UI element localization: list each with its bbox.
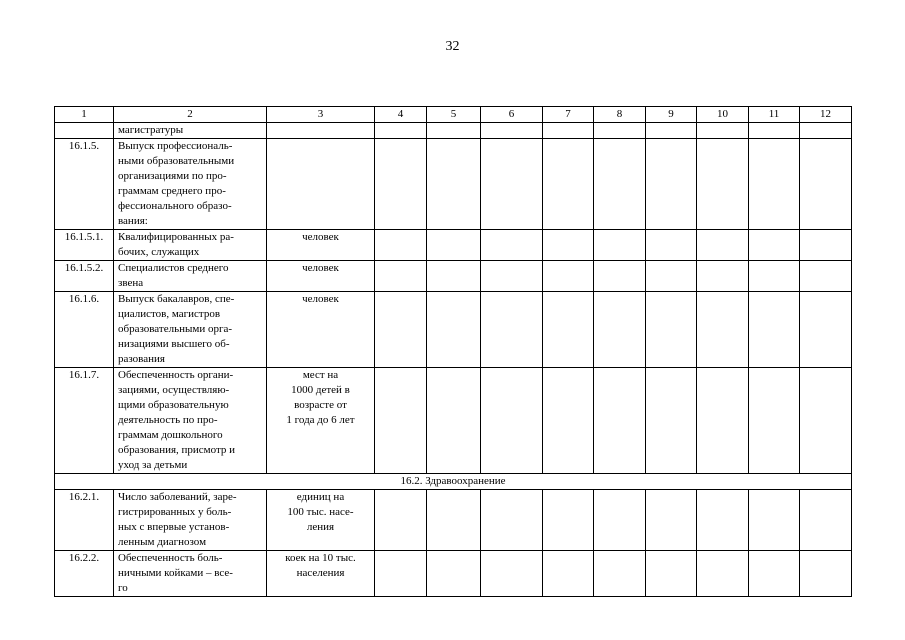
unit: человек <box>267 230 375 261</box>
unit: единиц на 100 тыс. насе- ления <box>267 490 375 551</box>
value-cell <box>543 292 594 368</box>
header-cell: 8 <box>594 107 646 123</box>
value-cell <box>749 490 800 551</box>
row-number: 16.2.1. <box>55 490 114 551</box>
indicators-table <box>54 106 852 597</box>
header-cell: 10 <box>697 107 749 123</box>
header-cell: 11 <box>749 107 800 123</box>
value-cell <box>375 292 427 368</box>
value-cell <box>375 368 427 474</box>
value-cell <box>481 261 543 292</box>
header-cell: 1 <box>55 107 114 123</box>
value-cell <box>594 261 646 292</box>
table-row <box>55 368 852 474</box>
value-cell <box>697 139 749 230</box>
value-cell <box>749 261 800 292</box>
value-cell <box>543 230 594 261</box>
value-cell <box>646 551 697 597</box>
indicator-name: Специалистов среднего звена <box>114 261 267 292</box>
value-cell <box>543 139 594 230</box>
value-cell <box>749 368 800 474</box>
value-cell <box>427 368 481 474</box>
value-cell <box>800 551 852 597</box>
unit: коек на 10 тыс. населения <box>267 551 375 597</box>
value-cell <box>646 292 697 368</box>
value-cell <box>427 551 481 597</box>
value-cell <box>800 368 852 474</box>
unit: человек <box>267 292 375 368</box>
row-number: 16.1.5. <box>55 139 114 230</box>
value-cell <box>800 292 852 368</box>
value-cell <box>543 490 594 551</box>
unit: человек <box>267 261 375 292</box>
table-row <box>55 230 852 261</box>
value-cell <box>646 490 697 551</box>
value-cell <box>427 139 481 230</box>
value-cell <box>481 292 543 368</box>
value-cell <box>594 230 646 261</box>
value-cell <box>749 139 800 230</box>
header-cell: 4 <box>375 107 427 123</box>
value-cell <box>481 230 543 261</box>
value-cell <box>800 139 852 230</box>
value-cell <box>481 368 543 474</box>
indicator-name: Число заболеваний, заре- гистрированных у боль- ных с впервые установ- ленным диагнозом <box>114 490 267 551</box>
value-cell <box>646 230 697 261</box>
header-cell: 9 <box>646 107 697 123</box>
indicator-name: Квалифицированных ра- бочих, служащих <box>114 230 267 261</box>
row-number: 16.1.7. <box>55 368 114 474</box>
value-cell <box>375 139 427 230</box>
table-row <box>55 139 852 230</box>
row-number: 16.1.6. <box>55 292 114 368</box>
section-title: 16.2. Здравоохранение <box>55 474 852 490</box>
row-number: 16.1.5.1. <box>55 230 114 261</box>
header-cell: 3 <box>267 107 375 123</box>
unit: мест на 1000 детей в возрасте от 1 года до 6 лет <box>267 368 375 474</box>
value-cell <box>800 490 852 551</box>
section-row <box>55 474 852 490</box>
value-cell <box>697 230 749 261</box>
value-cell <box>481 490 543 551</box>
value-cell <box>375 490 427 551</box>
indicator-name: Обеспеченность боль- ничными койками – все- го <box>114 551 267 597</box>
indicator-name: Выпуск бакалавров, спе- циалистов, магистров образовательными орга- низациями высшего об- разования <box>114 292 267 368</box>
table-row <box>55 292 852 368</box>
header-cell: 6 <box>481 107 543 123</box>
page-number: 32 <box>445 39 460 54</box>
value-cell <box>594 139 646 230</box>
value-cell <box>646 261 697 292</box>
value-cell <box>481 551 543 597</box>
value-cell <box>427 490 481 551</box>
indicator-name: Обеспеченность органи- зациями, осуществляю- щими образовательную деятельность по про- граммам дошкольного образования, присмотр и уход за детьми <box>114 368 267 474</box>
value-cell <box>749 292 800 368</box>
value-cell <box>543 551 594 597</box>
value-cell <box>594 292 646 368</box>
row-number: 16.2.2. <box>55 551 114 597</box>
value-cell <box>697 261 749 292</box>
value-cell <box>375 230 427 261</box>
unit <box>267 139 375 230</box>
value-cell <box>427 292 481 368</box>
value-cell <box>375 261 427 292</box>
indicator-name: Выпуск профессиональ- ными образовательными организациями по про- граммам среднего про- фессионального образо- вания: <box>114 139 267 230</box>
value-cell <box>749 551 800 597</box>
table-row <box>55 490 852 551</box>
value-cell <box>481 139 543 230</box>
carry-over-text: магистратуры <box>114 123 267 139</box>
value-cell <box>543 261 594 292</box>
value-cell <box>697 368 749 474</box>
value-cell <box>427 261 481 292</box>
header-row <box>55 107 852 123</box>
value-cell <box>697 551 749 597</box>
value-cell <box>594 551 646 597</box>
value-cell <box>594 368 646 474</box>
header-cell: 12 <box>800 107 852 123</box>
value-cell <box>375 551 427 597</box>
carry-over-row <box>55 123 852 139</box>
row-number: 16.1.5.2. <box>55 261 114 292</box>
value-cell <box>749 230 800 261</box>
value-cell <box>646 368 697 474</box>
header-cell: 2 <box>114 107 267 123</box>
value-cell <box>697 292 749 368</box>
table-row <box>55 551 852 597</box>
value-cell <box>543 368 594 474</box>
value-cell <box>646 139 697 230</box>
header-cell: 7 <box>543 107 594 123</box>
value-cell <box>594 490 646 551</box>
value-cell <box>800 230 852 261</box>
table-row <box>55 261 852 292</box>
header-cell: 5 <box>427 107 481 123</box>
value-cell <box>427 230 481 261</box>
value-cell <box>800 261 852 292</box>
value-cell <box>697 490 749 551</box>
